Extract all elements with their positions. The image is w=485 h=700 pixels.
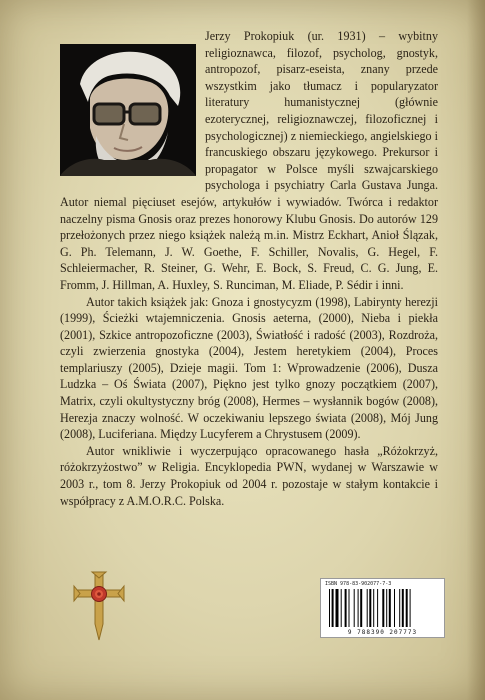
isbn-text: ISBN 978-83-902077-7-3	[325, 581, 392, 587]
barcode-bar	[394, 589, 395, 627]
barcode-bar	[369, 589, 371, 627]
barcode-bar	[367, 589, 368, 627]
author-portrait	[60, 44, 196, 176]
barcode-bar	[410, 589, 411, 627]
barcode-label	[320, 578, 445, 638]
barcode-bar	[377, 589, 378, 627]
barcode-bar	[386, 589, 387, 627]
bio-paragraph-3: Autor wnikliwie i wyczerpująco opracowanego hasła „Różokrzyż, różokrzyżostwo” w Religia. Encyklopedia PWN, wydanej w Warszawie w 2003 r., tom 8. Jerzy Prokopiuk od 2004 r. pozostaje w stałym kontakcie i współpracy z A.M.O.R.C. Polska.	[60, 443, 438, 508]
barcode-bar	[360, 589, 362, 627]
bio-paragraph-2: Autor takich książek jak: Gnoza i gnostycyzm (1998), Labirynty herezji (1999), Ścieżki wtajemniczenia. Gnosis aeterna, (2000), Nieba i piekła (2001), Szkice antropozoficzne (2003), Światłość i radość (2003), Rozdroża, czyli zwierzenia gnostyka (2004), Jestem heretykiem (2004), Proces templariuszy (2005), Dzieje magii. Tom 1: Wprowadzenie (2006), Dusza Ludzka – Oś Świata (2007), Piękno jest tylko gnozy początkiem (2007), Matrix, czyli okultystyczny bróg (2008), Hermes – wysłannik bogów (2008), Herezja znaczy wolność. W oczekiwaniu lepszego świata (2008), Mój Jung (2008), Luciferiana. Między Lucyferem a Chrystusem (2009).	[60, 294, 438, 442]
barcode-bars	[327, 589, 437, 627]
barcode-bar	[336, 589, 339, 627]
barcode-bar	[402, 589, 404, 627]
barcode-bar	[358, 589, 359, 627]
barcode-bar	[354, 589, 355, 627]
barcode-bar	[389, 589, 391, 627]
barcode-bar	[329, 589, 330, 627]
spine-shadow	[467, 0, 485, 700]
barcode-bar	[349, 589, 350, 627]
barcode-bar	[406, 589, 408, 627]
barcode-bar	[345, 589, 347, 627]
barcode-bar	[382, 589, 384, 627]
barcode-bar	[399, 589, 400, 627]
barcode-digits: 9 788390 207773	[347, 629, 418, 636]
bio-paragraph-1: Jerzy Prokopiuk (ur. 1931) – wybitny religioznawca, filozof, psycholog, gnostyk, antropozof, pisarz-eseista, znany przede wszystkim jako tłumacz i popularyzator literatury humanistycznej (głównie ezoterycznej, religioznawczej, filozoficznej i psychologicznej) z niemieckiego, angielskiego i francuskiego obszaru językowego. Prekursor i propagator w Polsce myśli szwajcarskiego psychologa i psychiatry Carla Gustava Junga. Autor niemal pięciuset esejów, artykułów i wywiadów. Twórca i redaktor naczelny pisma Gnosis oraz prezes honorowy Klubu Gnosis. Do autorów 129 przełożonych przez niego książek należą m.in. Mistrz Eckhart, Anioł Ślązak, G. Ph. Telemann, J. W. Goethe, F. Schiller, Novalis, G. Hegel, F. Schleiermacher, R. Steiner, G. Wehr, E. Bock, S. Freud, C. G. Jung, E. Fromm, J. Hillman, A. Huxley, S. Runciman, M. Eliade, P. Sédir i inni.	[60, 29, 438, 292]
barcode-bar	[341, 589, 342, 627]
barcode-bar	[373, 589, 374, 627]
author-photo	[60, 44, 196, 176]
barcode-bar	[332, 589, 334, 627]
rosicrucian-cross-icon	[72, 568, 126, 644]
